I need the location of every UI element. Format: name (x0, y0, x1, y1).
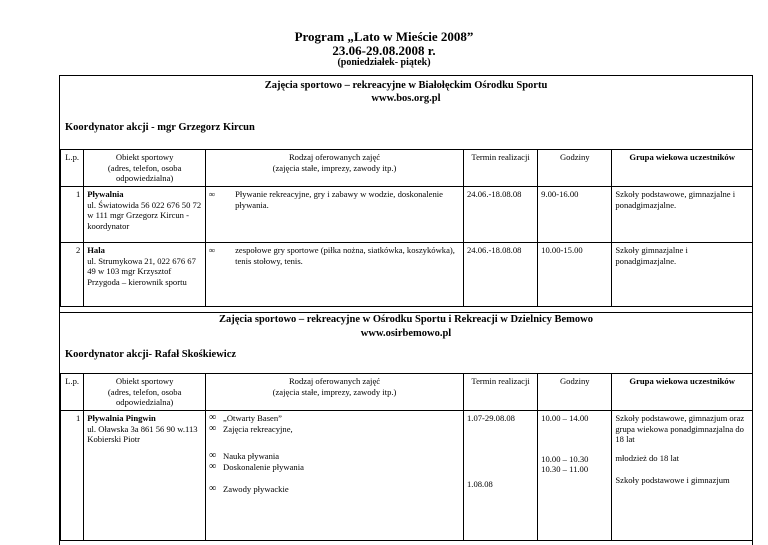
section1-coordinator: Koordynator akcji - mgr Grzegorz Kircun (65, 122, 255, 133)
bullet-icon: ∞ (209, 245, 216, 255)
bullet-icon: ∞ (209, 483, 217, 494)
table-row: 1 Pływalnia ul. Światowida 56 022 676 50 72 w 111 mgr Grzegorz Kircun - koordynator ∞ Pływanie rekreacyjne, gry i zabawy w wodzie, doskonalenie pływania. 24.06.-18.08.08 9.00-16.00 Szkoły podstawowe, gimnazjalne i ponadgimazjalne. (61, 187, 753, 243)
col-rodzaj: Rodzaj oferowanych zajęć (zajęcia stałe, imprezy, zawody itp.) (206, 150, 464, 187)
page-days: (poniedziałek- piątek) (337, 57, 431, 68)
section2-title: Zajęcia sportowo – rekreacyjne w Ośrodku Sportu i Rekreacji w Dzielnicy Bemowo (219, 314, 593, 325)
col-lp: L.p. (61, 150, 84, 187)
section2-coordinator: Koordynator akcji- Rafał Skośkiewicz (65, 349, 237, 360)
bullet-icon: ∞ (209, 189, 216, 199)
bullet-icon: ∞ (209, 422, 217, 434)
bullet-icon: ∞ (209, 450, 217, 461)
col-rodzaj: Rodzaj oferowanych zajęć (zajęcia stałe, imprezy, zawody itp.) (206, 374, 464, 411)
table-header-row (61, 150, 753, 187)
col-grupa: Grupa wiekowa uczestników (612, 150, 753, 187)
col-termin: Termin realizacji (464, 150, 538, 187)
bullet-icon: ∞ (209, 460, 217, 472)
table-header-row (61, 374, 753, 411)
section2-url: www.osirbemowo.pl (360, 328, 452, 339)
section-bemowo (59, 312, 753, 545)
bullet-icon: ∞ (209, 412, 217, 423)
col-godziny: Godziny (538, 374, 612, 411)
section2-table (60, 373, 753, 541)
table-row: 2 Hala ul. Strumykowa 21, 022 676 67 49 w 103 mgr Krzysztof Przygoda – kierownik sportu ∞ zespołowe gry sportowe (piłka nożna, siatkówka, koszykówka), tenis stołowy, tenis. 24.06.-18.08.08 10.00-15.00 Szkoły gimnazjalne i ponadgimazjalne. (61, 243, 753, 307)
col-grupa: Grupa wiekowa uczestników (612, 374, 753, 411)
section-bialoleka (59, 75, 753, 313)
col-lp: L.p. (61, 374, 84, 411)
col-termin: Termin realizacji (464, 374, 538, 411)
table-row: 1 Pływalnia Pingwin ul. Oławska 3a 861 56 90 w.113 Kobierski Piotr ∞ „Otwarty Basen” ∞ Zajęcia rekreacyjne, ∞ Nauka pływania ∞ Doskonalenie pływania ∞ Zawody pływackie 1.07-29.08.08 1.08.08 10.00 – 14.00 10.00 – 10.30 10.30 – 11.00 Szkoły podstawowe, gimnazjum oraz grupa wiekowa ponadgimnazjalna do 18 lat młodzież do 18 lat Szkoły podstawowe i gimnazjum (61, 411, 753, 541)
col-obiekt: Obiekt sportowy (adres, telefon, osoba odpowiedzialna) (84, 150, 206, 187)
page-title: Program „Lato w Mieście 2008” (294, 29, 474, 44)
section1-title: Zajęcia sportowo – rekreacyjne w Białołęckim Ośrodku Sportu (264, 80, 548, 91)
col-obiekt: Obiekt sportowy (adres, telefon, osoba odpowiedzialna) (84, 374, 206, 411)
page-dates: 23.06-29.08.2008 r. (332, 43, 436, 58)
section1-table (60, 149, 753, 307)
col-godziny: Godziny (538, 150, 612, 187)
section1-url: www.bos.org.pl (371, 93, 441, 104)
